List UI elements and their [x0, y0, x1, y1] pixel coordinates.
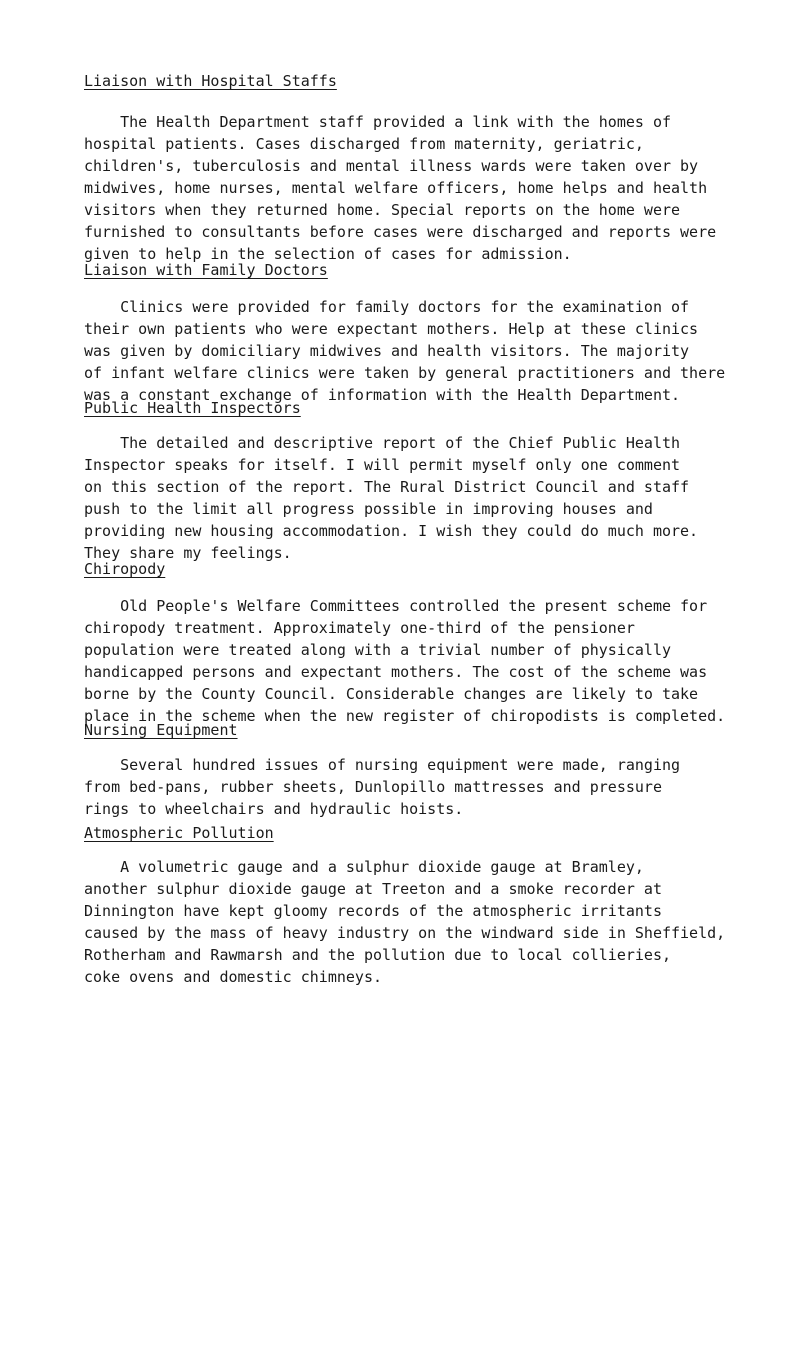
- text-line: The Health Department staff provided a link with the homes of: [84, 113, 671, 131]
- text-line: providing new housing accommodation. I wish they could do much more.: [84, 522, 699, 540]
- text-line: They share my feelings.: [84, 544, 292, 562]
- paragraph-atmospheric-pollution-1: [84, 856, 774, 988]
- text-line: place in the scheme when the new register of chiropodists is completed.: [84, 707, 726, 725]
- text-line: push to the limit all progress possible in improving houses and: [84, 500, 653, 518]
- section-heading-public-health-inspectors: Public Health Inspectors: [84, 399, 301, 417]
- paragraph-hospital-staffs: [84, 111, 774, 265]
- text-line: handicapped persons and expectant mothers. The cost of the scheme was: [84, 663, 708, 681]
- text-line: on this section of the report. The Rural District Council and staff: [84, 478, 690, 496]
- paragraph-family-doctors: [84, 296, 774, 406]
- text-line: was given by domiciliary midwives and health visitors. The majority: [84, 342, 690, 360]
- section-heading-hospital-staffs: Liaison with Hospital Staffs: [84, 72, 337, 90]
- text-line: population were treated along with a trivial number of physically: [84, 641, 671, 659]
- text-line: their own patients who were expectant mothers. Help at these clinics: [84, 320, 699, 338]
- text-line: from bed-pans, rubber sheets, Dunlopillo mattresses and pressure: [84, 778, 662, 796]
- text-line: The detailed and descriptive report of the Chief Public Health: [84, 434, 681, 452]
- text-line: midwives, home nurses, mental welfare officers, home helps and health: [84, 179, 708, 197]
- text-line: hospital patients. Cases discharged from maternity, geriatric,: [84, 135, 644, 153]
- text-line: given to help in the selection of cases for admission.: [84, 245, 572, 263]
- text-line: chiropody treatment. Approximately one-third of the pensioner: [84, 619, 635, 637]
- text-line: children's, tuberculosis and mental illness wards were taken over by: [84, 157, 699, 175]
- text-line: coke ovens and domestic chimneys.: [84, 968, 383, 986]
- paragraph-public-health-inspectors: [84, 432, 774, 564]
- paragraph-chiropody: [84, 595, 774, 727]
- text-line: rings to wheelchairs and hydraulic hoists.: [84, 800, 464, 818]
- text-line: caused by the mass of heavy industry on the windward side in Sheffield,: [84, 924, 726, 942]
- section-heading-nursing-equipment: Nursing Equipment: [84, 721, 238, 739]
- text-line: of infant welfare clinics were taken by general practitioners and there: [84, 364, 726, 382]
- text-line: Old People's Welfare Committees controlled the present scheme for: [84, 597, 708, 615]
- text-line: was a constant exchange of information with the Health Department.: [84, 386, 681, 404]
- text-line: Rotherham and Rawmarsh and the pollution due to local collieries,: [84, 946, 671, 964]
- section-heading-family-doctors: Liaison with Family Doctors: [84, 261, 328, 279]
- section-heading-chiropody: Chiropody: [84, 560, 166, 578]
- section-heading-atmospheric-pollution: Atmospheric Pollution: [84, 824, 274, 842]
- text-line: visitors when they returned home. Special reports on the home were: [84, 201, 681, 219]
- paragraph-nursing-equipment: [84, 754, 774, 820]
- text-line: Several hundred issues of nursing equipment were made, ranging: [84, 756, 681, 774]
- text-line: Dinnington have kept gloomy records of the atmospheric irritants: [84, 902, 662, 920]
- text-line: Inspector speaks for itself. I will permit myself only one comment: [84, 456, 681, 474]
- text-line: borne by the County Council. Considerable changes are likely to take: [84, 685, 699, 703]
- text-line: another sulphur dioxide gauge at Treeton and a smoke recorder at: [84, 880, 662, 898]
- text-line: Clinics were provided for family doctors for the examination of: [84, 298, 690, 316]
- text-line: A volumetric gauge and a sulphur dioxide gauge at Bramley,: [84, 858, 644, 876]
- text-line: furnished to consultants before cases were discharged and reports were: [84, 223, 717, 241]
